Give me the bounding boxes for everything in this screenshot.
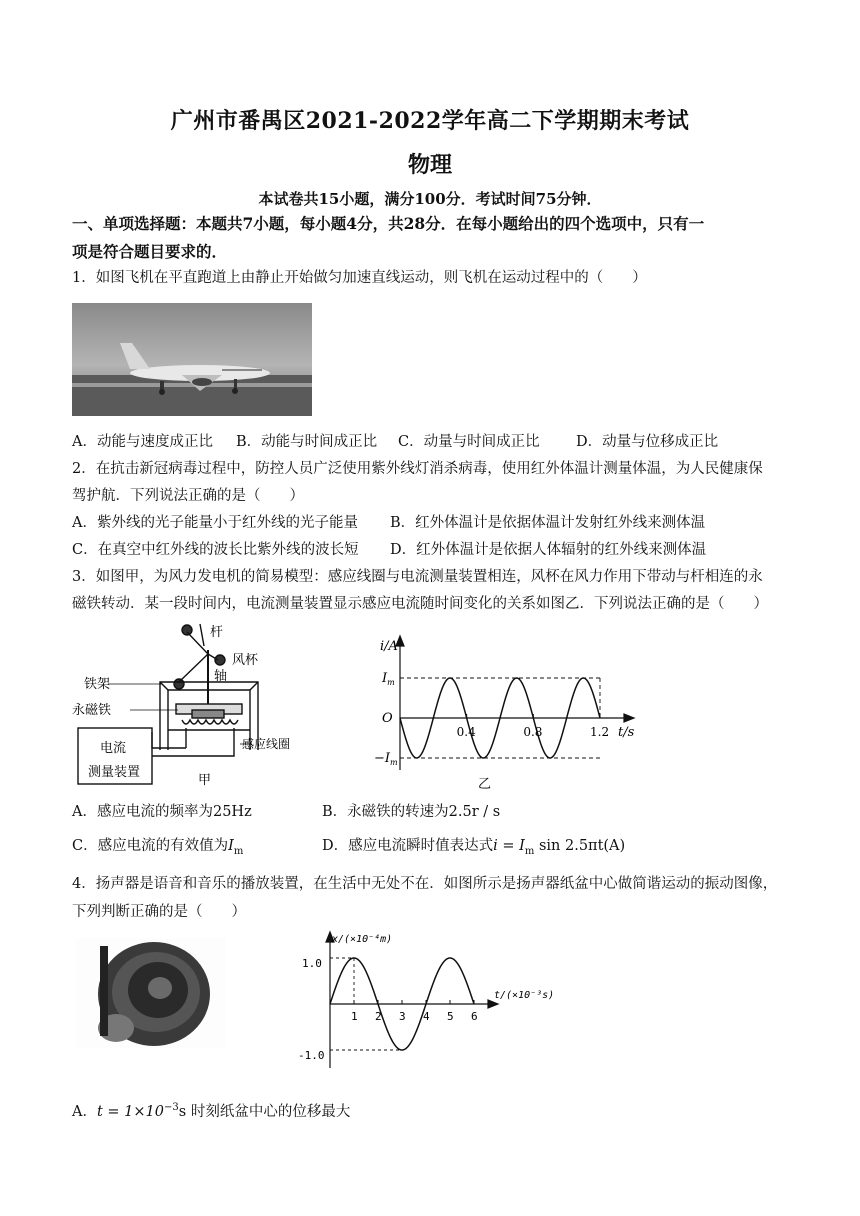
speaker-photo [76, 938, 226, 1048]
q1-option-d: D．动量与位移成正比 [576, 434, 719, 450]
q4-stem-2: 下列判断正确的是（ ） [72, 904, 246, 920]
section-heading-2: 项是符合题目要求的． [72, 242, 228, 261]
label-frame: 铁架 [84, 677, 111, 692]
current-chart-ylabel: i/A [380, 639, 398, 654]
xtick-label: 1.2 [590, 725, 610, 739]
q1-option-b: B．动能与时间成正比 [236, 434, 378, 450]
label-axis: 轴 [214, 669, 228, 684]
q2-stem-1: 2．在抗击新冠病毒过程中，防控人员广泛使用紫外线灯消杀病毒，使用红外体温计测量体温，为人民健康保 [72, 461, 763, 477]
q3-stem-2: 磁铁转动．某一段时间内，电流测量装置显示感应电流随时间变化的关系如图乙．下列说法正确的是（ ） [72, 596, 768, 612]
current-chart [360, 630, 650, 790]
label-device-1: 电流 [100, 741, 127, 756]
ytick-im: $I_m$ [382, 671, 395, 687]
q3-option-a: A．感应电流的频率为25Hz [72, 804, 252, 820]
q2-option-a: A．紫外线的光子能量小于红外线的光子能量 [72, 515, 358, 531]
q2-option-c: C．在真空中红外线的波长比紫外线的波长短 [72, 542, 359, 558]
current-chart-xlabel: t/s [618, 725, 635, 740]
q3-stem-1: 3．如图甲，为风力发电机的简易模型：感应线圈与电流测量装置相连，风杯在风力作用下带动与杆相连的永 [72, 569, 763, 585]
xtick-label: 3 [399, 1010, 406, 1023]
wind-generator-diagram [72, 620, 312, 790]
q2-stem-2: 驾护航．下列说法正确的是（ ） [72, 488, 304, 504]
xtick-label: 2 [375, 1010, 382, 1023]
q2-option-d: D．红外体温计是依据人体辐射的红外线来测体温 [390, 542, 707, 558]
q1-option-c: C．动量与时间成正比 [398, 434, 540, 450]
q1-stem: 1．如图飞机在平直跑道上由静止开始做匀加速直线运动，则飞机在运动过程中的（ ） [72, 270, 647, 286]
caption-yi: 乙 [478, 777, 492, 790]
section-heading-1: 一、单项选择题：本题共7小题，每小题4分，共28分．在每小题给出的四个选项中，只有一 [72, 214, 705, 233]
xtick-label: 6 [471, 1010, 478, 1023]
q1-option-a: A．动能与速度成正比 [72, 434, 213, 450]
xtick-label: 5 [447, 1010, 454, 1023]
label-device-2: 测量装置 [88, 765, 141, 780]
q4-stem-1: 4．扬声器是语音和音乐的播放装置，在生活中无处不在．如图所示是扬声器纸盆中心做简谐运动的振动图像， [72, 876, 778, 892]
exam-description: 本试卷共15小题，满分100分．考试时间75分钟． [258, 190, 602, 208]
xtick-label: 0.8 [523, 725, 543, 739]
label-rod: 杆 [210, 625, 224, 640]
origin-label: O [382, 711, 393, 726]
ytick-1: 1.0 [302, 957, 322, 970]
ytick-neg-1: -1.0 [298, 1049, 325, 1062]
xtick-label: 0.4 [456, 725, 476, 739]
page-title: 广州市番禺区2021-2022学年高二下学期期末考试 [170, 108, 690, 134]
airplane-photo [72, 303, 312, 416]
label-magnet: 永磁铁 [72, 703, 112, 718]
caption-jia: 甲 [198, 773, 212, 788]
displacement-chart-ylabel: x/(×10⁻⁴m) [332, 934, 393, 945]
ytick-neg-im: $-I_m$ [374, 751, 398, 767]
xtick-label: 1 [351, 1010, 358, 1023]
q3-option-b: B．永磁铁的转速为2.5r / s [322, 804, 501, 820]
displacement-chart [298, 928, 568, 1072]
subject-title: 物理 [407, 152, 452, 178]
q4-option-a: A．$t = 1\times 10^{-3}s$ 时刻纸盆中心的位移最大 [72, 1102, 351, 1120]
current-chart-axes [396, 636, 634, 770]
displacement-chart-xlabel: t/(×10⁻³s) [494, 990, 555, 1001]
q3-option-c: C．感应电流的有效值为$I_m$ [72, 838, 244, 857]
label-coil: 感应线圈 [242, 737, 291, 751]
label-cup: 风杯 [232, 653, 259, 668]
xtick-label: 4 [423, 1010, 430, 1023]
q3-option-d: D．感应电流瞬时值表达式$i = I_m$ sin 2.5πt(A) [322, 838, 626, 857]
q2-option-b: B．红外体温计是依据体温计发射红外线来测体温 [390, 515, 706, 531]
